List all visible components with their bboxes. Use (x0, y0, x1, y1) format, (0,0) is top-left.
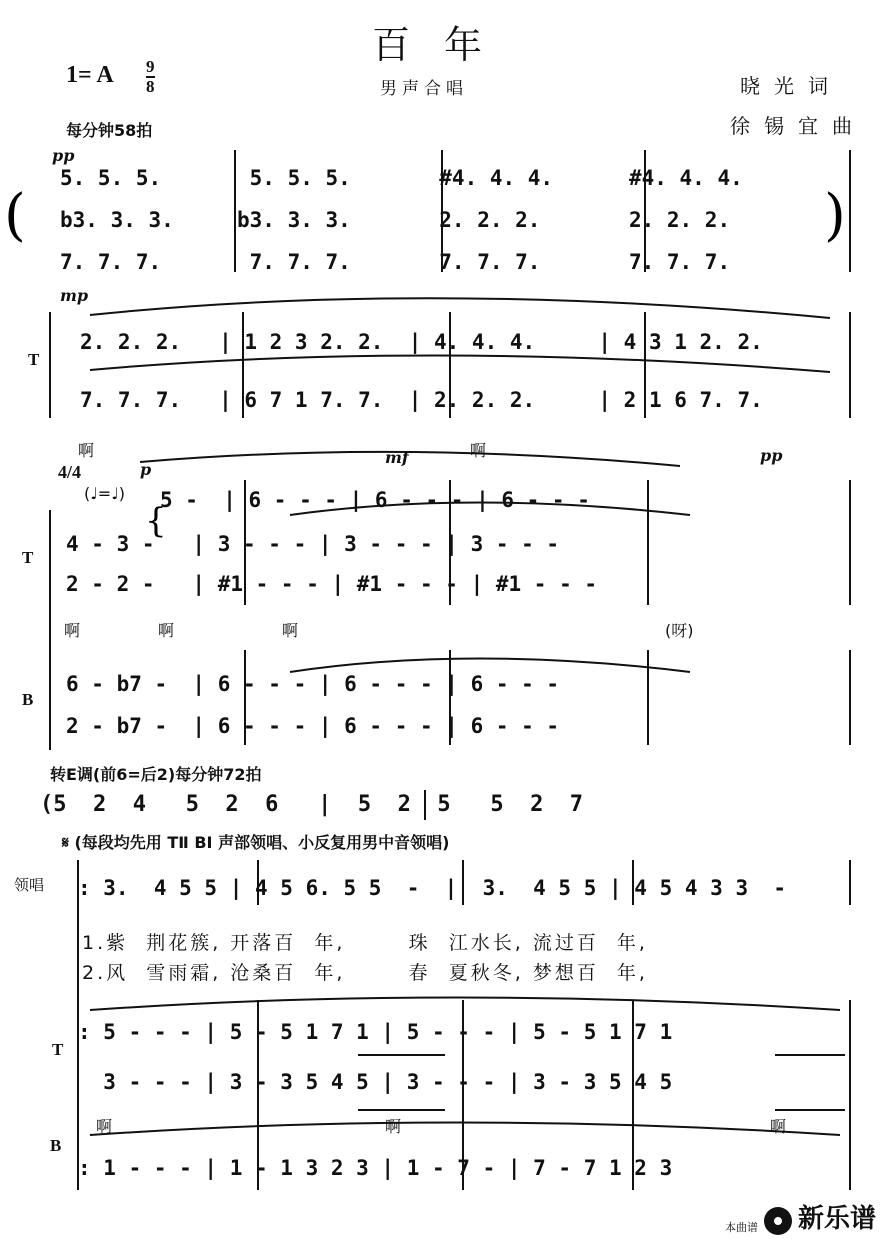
tenor1-line-3: : 5 - - - | 5 - 5 1 7 1 | 5 - - - | 5 - 5 1 7 1 (78, 1020, 673, 1044)
tenor1-line: 2. 2. 2. | 1 2 3 2. 2. | 4. 4. 4. | 4 3 1 2. 2. (80, 330, 763, 354)
lead-melody-line: : 3. 4 5 5 | 4 5 6. 5 5 - | 3. 4 5 5 | 4 5 4 3 3 - (78, 876, 787, 900)
tempo-equivalence: (♩=♩) (84, 484, 125, 503)
tenor2-line-3: 3 - - - | 3 - 3 5 4 5 | 3 - - - | 3 - 3 5 4 5 (78, 1070, 673, 1094)
svg-text:{: { (145, 501, 167, 541)
bass-lyric-3: 啊 (282, 621, 299, 640)
dynamic-mp: mp (60, 286, 89, 305)
lead-label: 领唱 (14, 878, 45, 894)
dynamic-pp-2: pp (760, 446, 783, 465)
dynamic-p: p (140, 460, 152, 479)
svg-text:(: ( (4, 183, 26, 248)
subtitle: 男声合唱 (380, 79, 468, 99)
bass-lyric-4: (呀) (665, 621, 694, 640)
tenor-label: T (28, 350, 40, 369)
song-title: 百年 (371, 23, 516, 67)
modulation-mark: 转E调(前6=后2)每分钟72拍 (50, 765, 262, 784)
brand-name: 新乐谱 (797, 1204, 876, 1234)
dynamic-mf: mf (385, 448, 409, 467)
bass2-line: 2 - b7 - | 6 - - - | 6 - - - | 6 - - - (66, 714, 560, 738)
verse-2-lyrics: 2.风 雪雨霜, 沧桑百 年, 春 夏秋冬, 梦想百 年, (82, 962, 648, 984)
bass-ah-1: 啊 (96, 1117, 113, 1136)
lyric-ah: 啊 (78, 441, 95, 460)
interlude-line: (5 2 4 5 2 6 | 5 2 5 5 2 7 (40, 792, 584, 817)
intro-middle-line: b3. 3. 3. b3. 3. 3. 2. 2. 2. 2. 2. 2. (60, 208, 731, 232)
key-signature: 1= A (66, 62, 114, 88)
bass-lyric-1: 啊 (64, 621, 81, 640)
intro-bottom-line: 7. 7. 7. 7. 7. 7. 7. 7. 7. 7. 7. 7. (60, 250, 731, 274)
dynamic-pp: pp (52, 146, 75, 165)
bass-line-3: : 1 - - - | 1 - 1 3 2 3 | 1 - 7 - | 7 - 7 1 2 3 (78, 1156, 673, 1180)
tenor2-line-2: 2 - 2 - | #1 - - - | #1 - - - | #1 - - - (66, 572, 598, 596)
lyric-ah-2: 啊 (470, 441, 487, 460)
performance-instruction: 𝄋 (每段均先用 TⅡ BⅠ 声部领唱、小反复用男中音领唱) (62, 833, 450, 852)
footer-brand (725, 1198, 876, 1235)
tenor-label-3: T (52, 1040, 64, 1059)
time-signature: 9 8 (146, 57, 155, 96)
bass-label: B (22, 690, 34, 709)
tenor-top-line: 5 - | 6 - - - | 6 - - - | 6 - - - (160, 488, 590, 512)
verse-1-lyrics: 1.紫 荆花簇, 开落百 年, 珠 江水长, 流过百 年, (82, 932, 648, 954)
composer: 徐锡宜曲 (730, 114, 866, 138)
tempo-mark: 每分钟58拍 (66, 121, 153, 140)
tenor1-line-2: 4 - 3 - | 3 - - - | 3 - - - | 3 - - - (66, 532, 560, 556)
footer-small-text: 本曲谱 (724, 1221, 758, 1234)
bass-ah-2: 啊 (385, 1117, 402, 1136)
tenor2-line: 7. 7. 7. | 6 7 1 7. 7. | 2. 2. 2. | 2 1 6 7. 7. (80, 388, 763, 412)
bass-ah-3: 啊 (770, 1117, 787, 1136)
music-disc-icon (764, 1207, 792, 1235)
tenor-label-2: T (22, 548, 34, 567)
lyricist: 晓光词 (740, 74, 842, 98)
bass1-line: 6 - b7 - | 6 - - - | 6 - - - | 6 - - - (66, 672, 560, 696)
meter-4-4: 4/4 (58, 462, 82, 482)
bass-label-2: B (50, 1136, 62, 1155)
bass-lyric-2: 啊 (158, 621, 175, 640)
intro-top-line: 5. 5. 5. 5. 5. 5. #4. 4. 4. #4. 4. 4. (60, 166, 743, 190)
svg-text:): ) (824, 183, 846, 248)
